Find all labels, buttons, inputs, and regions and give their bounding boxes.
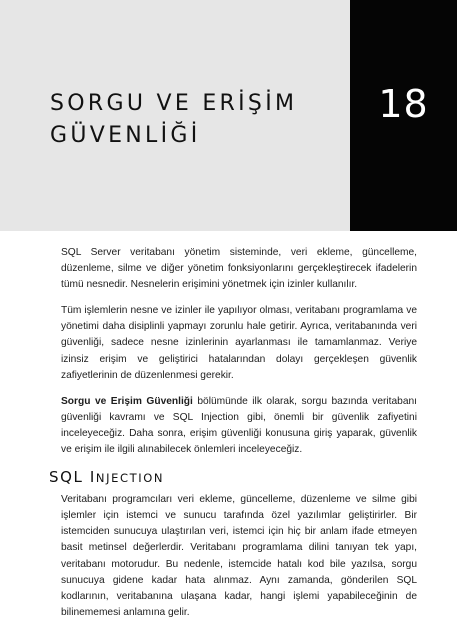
paragraph-sql-injection: Veritabanı programcıları veri ekleme, güncelleme, düzenleme ve silme gibi işlemler için istemci ve sunucu tarafında özel yazılımlar geliştirirler. Bir istemciden sunucuya ulaştırılan veri, istemci için hiç bir anlam ifade etmeyen basit metinsel değerlerdir. Veritabanı programlama dilini tanıyan tek yapı, veritabanı motorudur. Bu nedenle, istemcide hatalı kod bile yazılsa, sorgu sunucuya gidene kadar hata alınmaz. Aynı zamanda, gönderilen SQL kodlarının, veritabanına ulaşana kadar, hangi işlemi yapabileceğinin de bilinememesi anlamına gelir. [61,494,417,618]
paragraph-overview-text: bölümünde ilk olarak, sorgu bazında veritabanı güvenliği kavramı ve SQL Injection gibi, önemli bir güvenlik zafiyetini inceleyeceğiz. Daha sonra, erişim güvenliği konusuna giriş yaparak, güvenlik ve erişim ile ilgili alınabilecek önlemleri inceleyeceğiz. [61,395,417,456]
chapter-title [50,88,345,152]
section-heading-sql-injection [49,468,417,487]
chapter-number: 18 [378,82,429,126]
chapter-title-line-1: SORGU VE ERİŞİM [50,91,298,116]
paragraph-intro: SQL Server veritabanı yönetim sisteminde, veri ekleme, güncelleme, düzenleme, silme ve diğer yönetim fonksiyonlarını gerçekleştirecek ifadelerin tümü nesnedir. Nesnelerin erişimini yönetmek için izinler kullanılır. [61,247,417,291]
paragraph-overview-bold: Sorgu ve Erişim Güvenliği [61,395,193,407]
paragraph-permissions: Tüm işlemlerin nesne ve izinler ile yapılıyor olması, veritabanı programlama ve yönetimi daha disiplinli yapmayı zorunlu hale getirir. Ayrıca, veritabanında veri güvenliği, sadece nesne izinlerinin ayarlanması ile tamamlanmaz. Veriye izinsiz erişim ve geliştirici hatalarından dolayı gerçekleşen güvenlik zafiyetlerinin de düzenlenmesi gerekir. [61,305,417,381]
section-heading-small-caps: NJECTION [95,471,165,486]
page-body [49,245,417,631]
paragraph-overview [61,394,417,458]
section-heading-caps: SQL I [49,468,96,487]
chapter-title-line-2: GÜVENLİĞİ [50,123,201,148]
